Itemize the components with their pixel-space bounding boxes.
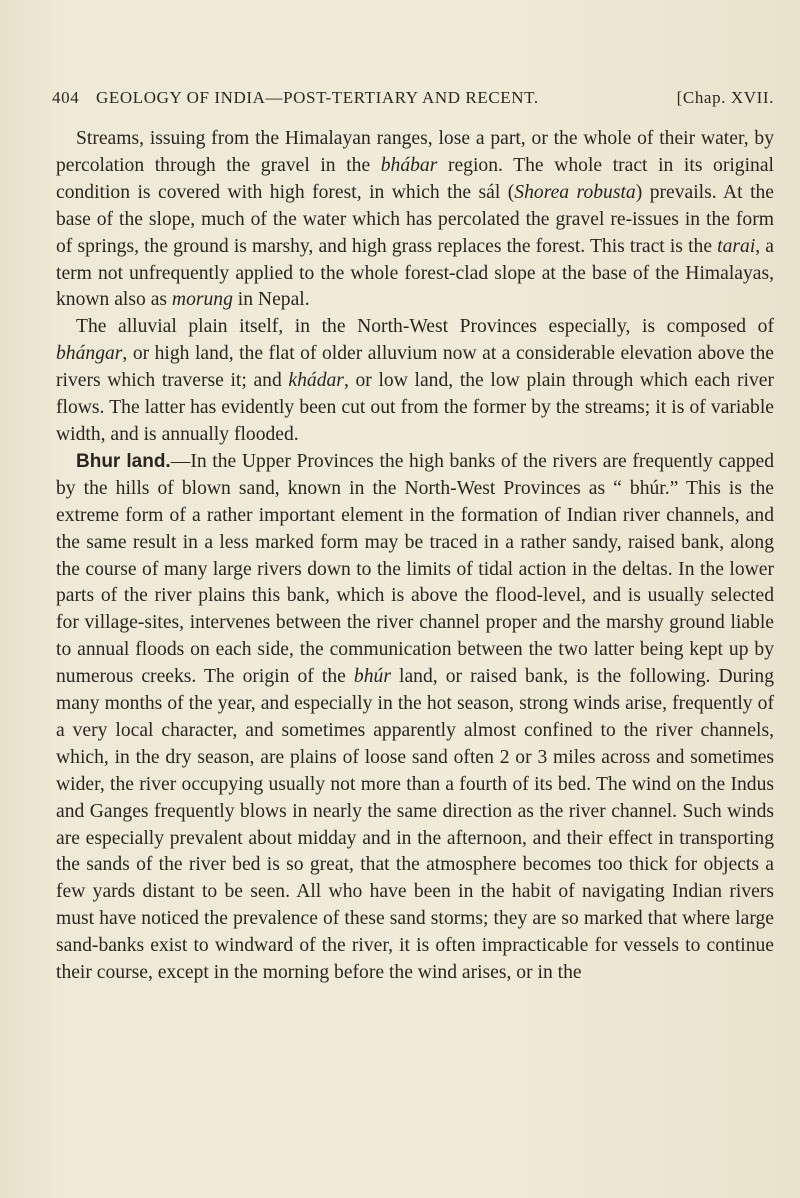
- chapter-label: [Chap. XVII.: [676, 88, 774, 107]
- italic-term: khádar: [288, 370, 344, 392]
- text-run: , a term not unfrequently applied to the whole forest-clad slope at the base of the Himalayas, known also as: [56, 235, 774, 311]
- text-run: Streams, issuing from the Himalayan ranges, lose a part, or the whole of their water, by percolation through the gravel in the: [56, 128, 774, 176]
- italic-term: morung: [171, 289, 233, 311]
- text-run: in Nepal.: [232, 289, 310, 311]
- running-title: GEOLOGY OF INDIA—POST-TERTIARY AND RECENT.: [96, 88, 539, 107]
- paragraph-streams: [56, 126, 774, 314]
- paragraph-bhur-land: [56, 449, 774, 987]
- section-heading: Bhur land.: [76, 450, 171, 472]
- page-header: [52, 88, 774, 114]
- text-run: ) prevails. At the base of the slope, much of the water which has percolated the gravel re-issues in the form of springs, the ground is marshy, and high grass replaces the forest. This tract is the: [56, 181, 775, 257]
- italic-term: bhábar: [380, 154, 438, 176]
- italic-term: bhángar: [56, 343, 123, 365]
- text-run: region. The whole tract in its original condition is covered with high forest, in which the sál (: [56, 154, 774, 203]
- page-number: 404: [52, 88, 80, 107]
- text-run: The alluvial plain itself, in the North-West Provinces especially, is composed of: [76, 316, 774, 338]
- italic-term: tarai: [717, 235, 756, 257]
- body-text: [56, 126, 774, 987]
- text-run: , or low land, the low plain through which each river flows. The latter has evidently been cut out from the former by the streams; it is of variable width, and is annually flooded.: [56, 370, 774, 445]
- text-run: —In the Upper Provinces the high banks of the rivers are frequently capped by the hills of blown sand, known in the North-West Provinces as “ bhúr.” This is the extreme form of a rather important element in the formation of Indian river channels, and the same result in a less marked form may be traced in a rather sandy, raised bank, along the course of many large rivers down to the limits of tidal action in the deltas. In the lower parts of the river plains this bank, which is above the flood-level, and is usually selected for village-sites, intervenes between the river channel proper and the marshy ground liable to annual floods on each side, the communication between the two latter being kept up by numerous creeks. The origin of the: [56, 450, 774, 688]
- text-run: , or high land, the flat of older alluvium now at a considerable elevation above the rivers which traverse it; and: [56, 343, 774, 392]
- italic-term: Shorea robusta: [514, 181, 636, 203]
- italic-term: bhúr: [353, 666, 391, 688]
- paragraph-alluvial-plain: [56, 314, 774, 449]
- text-run: land, or raised bank, is the following. During many months of the year, and especially in the hot season, strong winds arise, frequently of a very local character, and sometimes apparently almost confined to the river channels, which, in the dry season, are plains of loose sand often 2 or 3 miles across and sometimes wider, the river occupying usually not more than a fourth of its bed. The wind on the Indus and Ganges frequently blows in nearly the same direction as the river channel. Such winds are especially prevalent about midday and in the afternoon, and their effect in transporting the sands of the river bed is so great, that the atmosphere becomes too thick for objects a few yards distant to be seen. All who have been in the habit of navigating Indian rivers must have noticed the prevalence of these sand storms; they are so marked that where large sand-banks exist to windward of the river, it is often impracticable for vessels to continue their course, except in the morning before the wind arises, or in the: [56, 666, 774, 984]
